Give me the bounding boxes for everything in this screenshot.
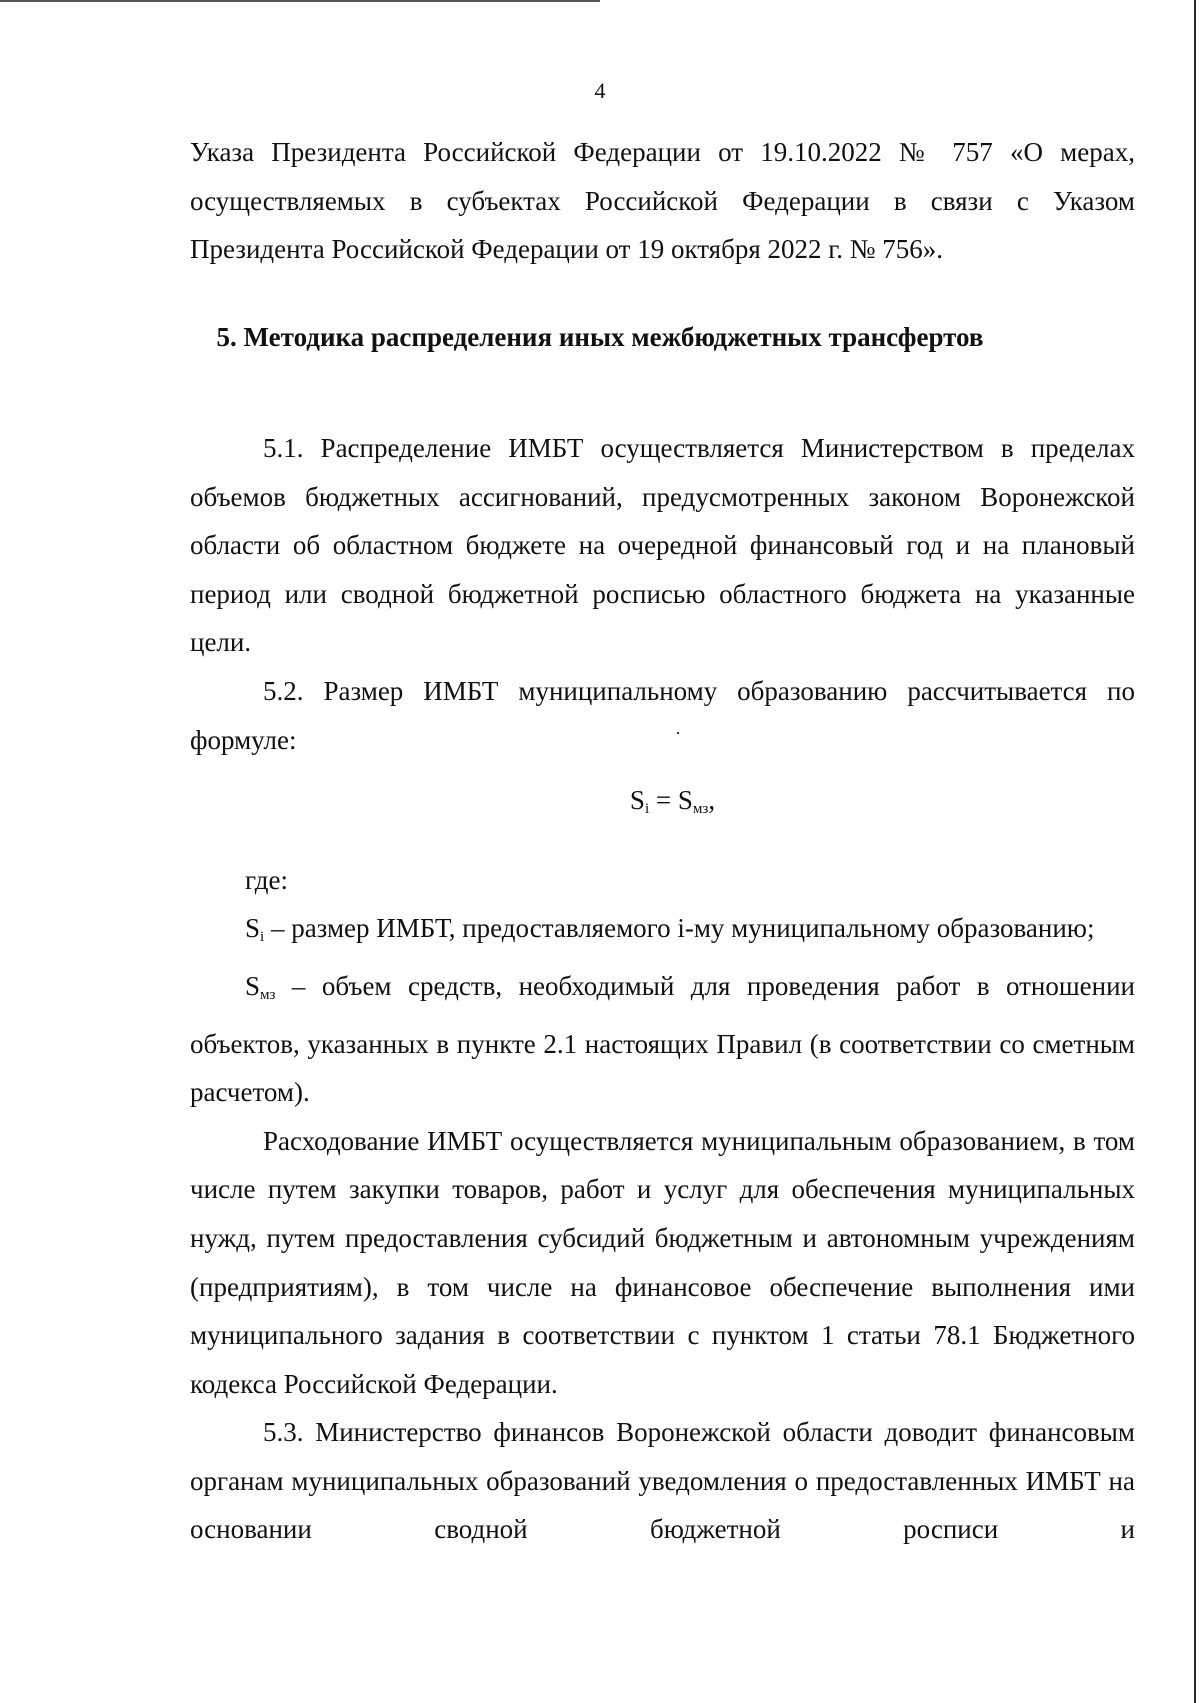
page-number: 4 bbox=[594, 78, 606, 103]
scan-edge-top bbox=[0, 0, 600, 2]
definition-si-symbol: S bbox=[245, 913, 261, 944]
formula-tail: , bbox=[708, 785, 716, 816]
definition-si bbox=[190, 904, 1135, 962]
formula-equals: = bbox=[649, 785, 678, 816]
definition-smz-text: – объем средств, необходимый для проведения работ в отношении объектов, указанных в пункте 2.1 настоящих Правил (в соответствии со сметным расчетом). bbox=[190, 970, 1135, 1108]
formula-rhs-subscript: мз bbox=[692, 801, 709, 818]
definition-si-subscript: i bbox=[260, 929, 265, 946]
intro-block bbox=[190, 128, 1135, 274]
definition-smz bbox=[190, 962, 1135, 1117]
formula-rhs: S bbox=[677, 785, 693, 816]
where-label: где: bbox=[245, 864, 288, 895]
paragraph-5-1: 5.1. Распределение ИМБТ осуществляется Министерством в пределах объемов бюджетных ассигнований, предусмотренных законом Воронежской области об областном бюджете на очередной финансовый год и на плановый период или сводной бюджетной росписью областного бюджета на указанные цели. bbox=[190, 433, 1135, 658]
paragraph-5-2: 5.2. Размер ИМБТ муниципальному образованию рассчитывается по формуле: bbox=[190, 675, 1135, 755]
paragraph-5-3: 5.3. Министерство финансов Воронежской области доводит финансовым органам муниципальных образований уведомления о предоставленных ИМБТ на основании сводной бюджетной росписи и bbox=[190, 1417, 1135, 1545]
section-body bbox=[190, 424, 1135, 1554]
paragraph-spending: Расходование ИМБТ осуществляется муниципальным образованием, в том числе путем закупки товаров, работ и услуг для обеспечения муниципальных нужд, путем предоставления субсидий бюджетным и автономным учреждениям (предприятиям), в том числе на финансовое обеспечение выполнения ими муниципального задания в соответствии с пунктом 1 статьи 78.1 Бюджетного кодекса Российской Федерации. bbox=[190, 1125, 1135, 1399]
definition-smz-symbol: S bbox=[245, 970, 261, 1001]
formula-lhs: S bbox=[629, 785, 645, 816]
intro-paragraph: Указа Президента Российской Федерации от 19.10.2022 № 757 «О мерах, осуществляемых в субъектах Российской Федерации в связи с Указом Президента Российской Федерации от 19 октября 2022 г. № 756». bbox=[190, 137, 1135, 265]
scan-edge-right bbox=[1194, 0, 1196, 1703]
definition-si-text: – размер ИМБТ, предоставляемого i-му муниципальному образованию; bbox=[264, 913, 1095, 944]
section-heading: 5. Методика распределения иных межбюджетных трансфертов bbox=[216, 322, 984, 352]
definition-smz-subscript: мз bbox=[260, 986, 276, 1003]
formula bbox=[190, 776, 1135, 834]
scan-artifact-dot bbox=[677, 732, 679, 734]
formula-lhs-subscript: i bbox=[644, 801, 650, 818]
